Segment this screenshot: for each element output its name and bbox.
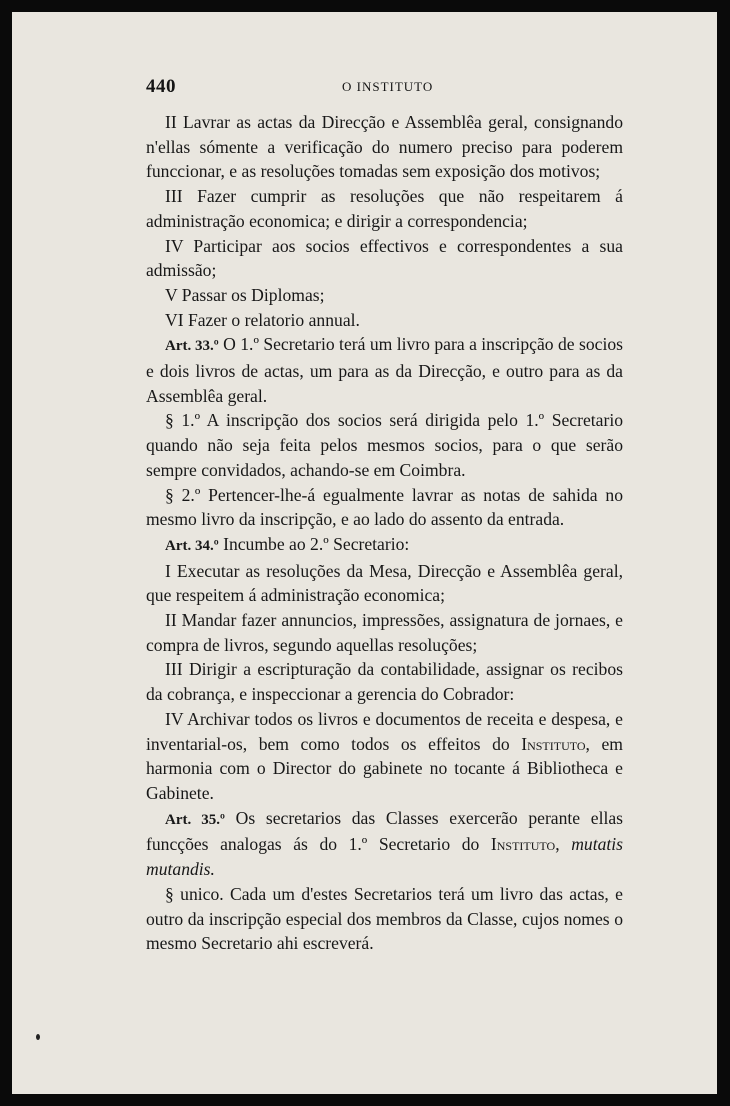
paragraph-art-35 [146, 806, 623, 882]
institute-name: Instituto, [490, 834, 560, 855]
running-title: O INSTITUTO [342, 79, 434, 94]
latin-phrase: mutatis mutandis. [146, 834, 623, 880]
paragraph-item-i-executar: I Executar as resoluções da Mesa, Direcção e Assemblêa geral, que respeitem á administração economica; [146, 560, 623, 606]
article-label: Art. 33.º [165, 338, 219, 355]
paragraph-section-2: § 2.º Pertencer-lhe-á egualmente lavrar as notas de sahida no mesmo livro da inscripção, e ao lado do assento da entrada. [146, 484, 623, 530]
ink-speck [36, 1034, 40, 1040]
article-text: O 1.º Secretario terá um livro para a inscripção de socios e dois livros de actas, um para as da Direcção, e outro para as da Assemblêa geral. [146, 334, 624, 406]
paragraph-section-1: § 1.º A inscripção dos socios será dirigida pelo 1.º Secretario quando não seja feita pelos mesmos socios, para o que serão sempre convidados, achando-se em Coimbra. [146, 410, 623, 480]
paragraph-text-start: IV Archivar todos os livros e documentos de receita e despesa, e inventarial-os, bem como todos os effeitos do [146, 708, 623, 754]
page-header [146, 76, 606, 102]
paragraph-item-vi-relatorio: VI Fazer o relatorio annual. [165, 309, 360, 330]
page-number: 440 [146, 76, 176, 97]
body-text [146, 110, 623, 956]
paragraph-item-v-passar: V Passar os Diplomas; [165, 284, 325, 305]
paragraph-text-end: em harmonia com o Director do gabinete no tocante á Bibliotheca e Gabinete. [146, 733, 623, 803]
article-label: Art. 35.º [165, 811, 225, 828]
paragraph-section-unico: § unico. Cada um d'estes Secretarios terá um livro das actas, e outro da inscripção especial dos membros da Classe, cujos nomes o mesmo Secretario ahi escreverá. [146, 883, 623, 954]
paragraph-item-iv-archivar [146, 707, 623, 806]
paragraph-item-ii-lavrar: II Lavrar as actas da Direcção e Assemblêa geral, consignando n'ellas sómente a verificação do numero preciso para poderem funccionar, e as resoluções tomadas sem exposição dos motivos; [146, 112, 623, 182]
paragraph-item-iv-participar: IV Participar aos socios effectivos e correspondentes a sua admissão; [146, 235, 623, 281]
paragraph-item-ii-mandar: II Mandar fazer annuncios, impressões, assignatura de jornaes, e compra de livros, segundo aquellas resoluções; [146, 610, 623, 655]
paragraph-item-iii-dirigir: III Dirigir a escripturação da contabilidade, assignar os recibos da cobrança, e inspeccionar a gerencia do Cobrador: [146, 659, 623, 705]
institute-name: Instituto, [521, 733, 590, 754]
paragraph-art-34 [146, 532, 623, 559]
paragraph-art-33 [146, 332, 623, 408]
paragraph-item-iii-fazer-cumprir: III Fazer cumprir as resoluções que não respeitarem á administração economica; e dirigir a correspondencia; [146, 186, 623, 231]
book-page [12, 12, 717, 1094]
article-label: Art. 34.º [165, 537, 219, 554]
article-text: Os secretarios das Classes exercerão perante ellas funcções analogas ás do 1.º Secretario do [146, 807, 624, 855]
article-text: Incumbe ao 2.º Secretario: [223, 533, 410, 554]
